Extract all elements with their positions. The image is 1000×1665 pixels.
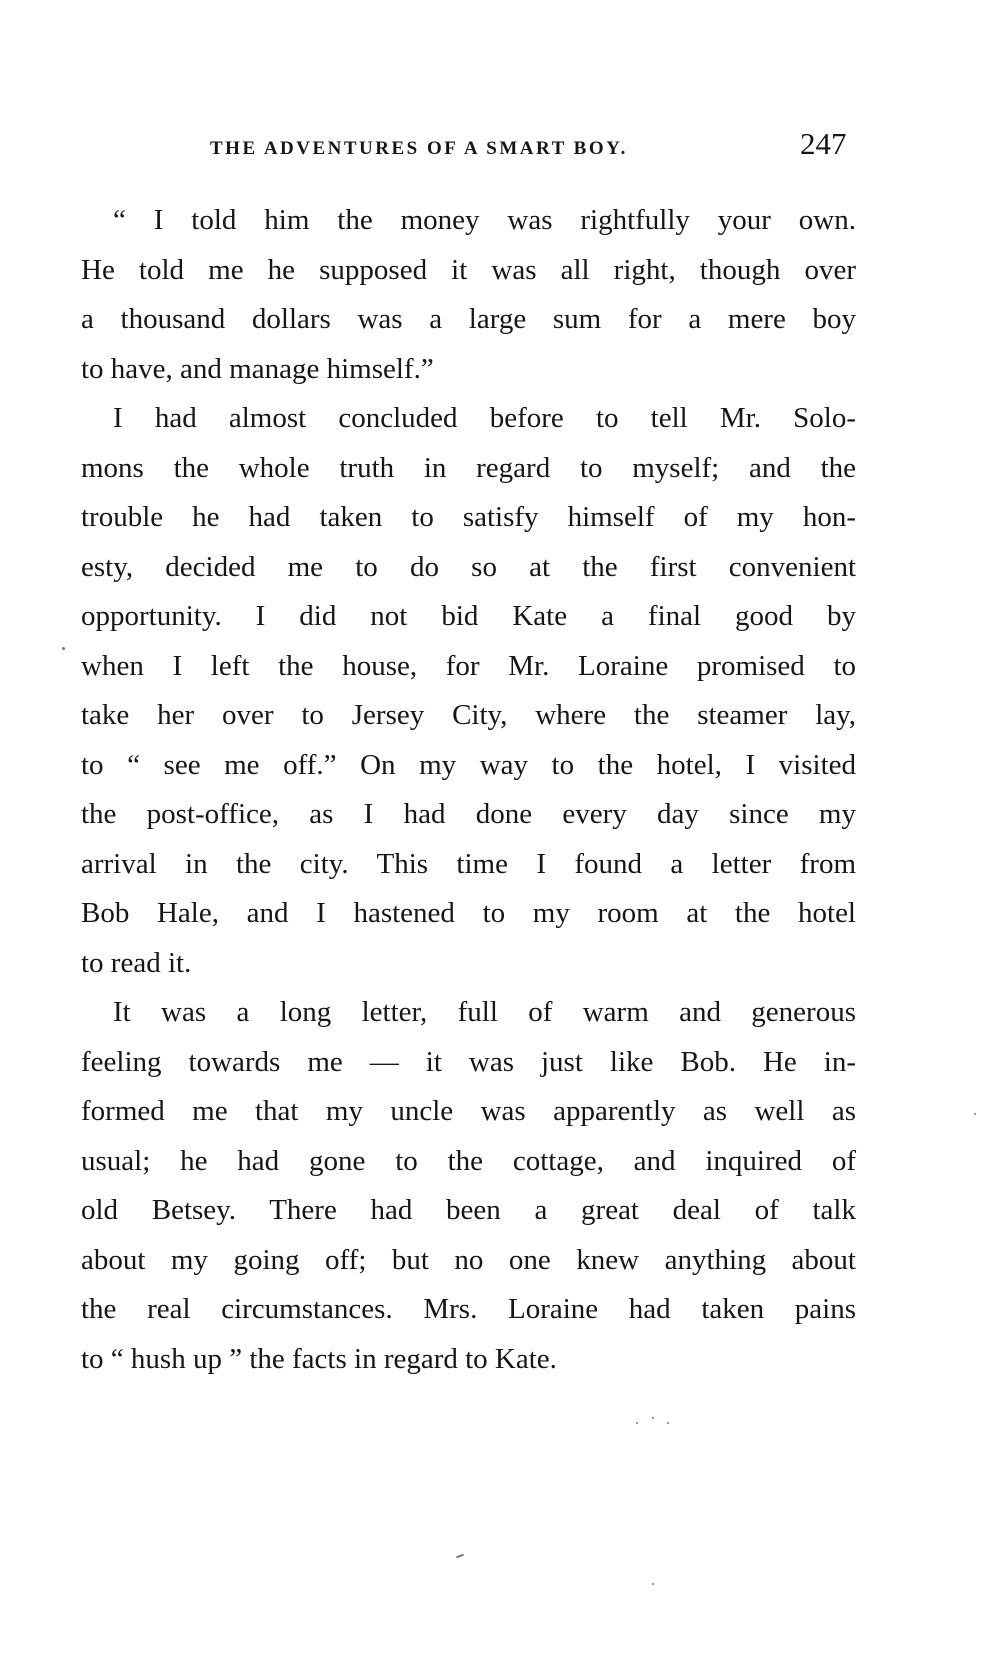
text-line: about my going off; but no one knew anything about (81, 1244, 856, 1276)
text-line: old Betsey. There had been a great deal of talk (81, 1194, 856, 1226)
text-line: feeling towards me — it was just like Bob. He in- (81, 1046, 856, 1078)
text-line: arrival in the city. This time I found a letter from (81, 848, 856, 880)
text-line: trouble he had taken to satisfy himself of my hon- (81, 501, 856, 533)
text-line: to have, and manage himself.” (81, 353, 434, 385)
scan-speck (652, 1583, 654, 1585)
text-line: mons the whole truth in regard to myself; and the (81, 452, 856, 484)
text-line: a thousand dollars was a large sum for a mere boy (81, 303, 856, 335)
text-line: when I left the house, for Mr. Loraine promised to (81, 650, 856, 682)
scan-speck (667, 1422, 669, 1424)
text-line: It was a long letter, full of warm and generous (113, 996, 856, 1028)
scan-speck (652, 1417, 654, 1419)
text-line: the real circumstances. Mrs. Loraine had taken pains (81, 1293, 856, 1325)
text-line: opportunity. I did not bid Kate a final good by (81, 600, 856, 632)
running-title: THE ADVENTURES OF A SMART BOY. (210, 138, 628, 159)
text-line: esty, decided me to do so at the first convenient (81, 551, 856, 583)
text-line: to read it. (81, 947, 192, 979)
text-line: He told me he supposed it was all right, though over (81, 254, 856, 286)
text-line: the post-office, as I had done every day since my (81, 798, 856, 830)
scan-speck (974, 1113, 976, 1115)
scan-speck (456, 1554, 464, 1559)
text-line: to “ see me off.” On my way to the hotel, I visited (81, 749, 856, 781)
text-line: “ I told him the money was rightfully your own. (113, 204, 856, 236)
text-line: to “ hush up ” the facts in regard to Kate. (81, 1343, 557, 1375)
scan-speck (636, 1422, 638, 1424)
text-line: formed me that my uncle was apparently as well as (81, 1095, 856, 1127)
text-line: take her over to Jersey City, where the steamer lay, (81, 699, 856, 731)
page-number: 247 (800, 126, 847, 161)
text-line: Bob Hale, and I hastened to my room at the hotel (81, 897, 856, 929)
scan-speck (62, 647, 65, 650)
text-line: I had almost concluded before to tell Mr. Solo- (113, 402, 856, 434)
text-line: usual; he had gone to the cottage, and inquired of (81, 1145, 856, 1177)
